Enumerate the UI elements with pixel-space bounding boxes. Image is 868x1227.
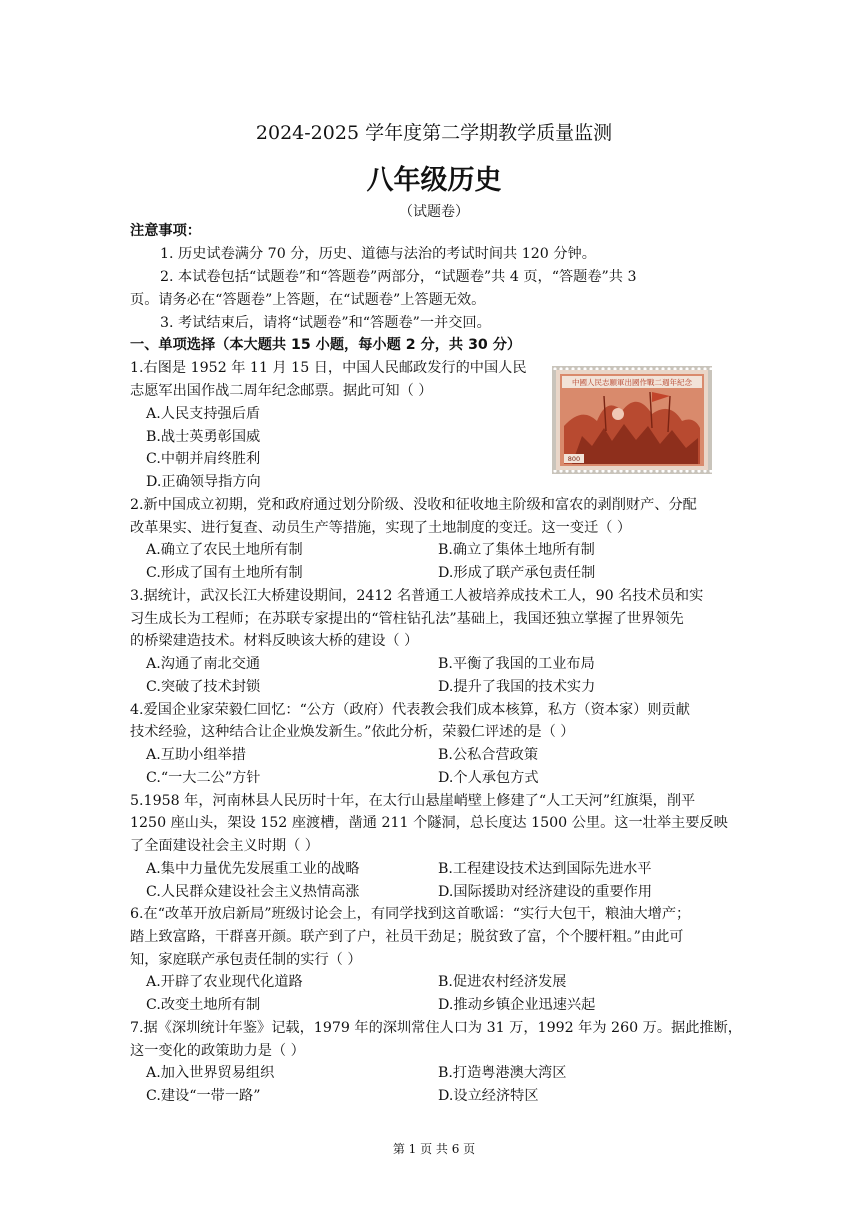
notes-heading: 注意事项： [130,223,201,239]
question-4-line: 4.爱国企业家荣毅仁回忆：“公方（政府）代表教会我们成本核算，私方（资本家）则贡献 [130,702,690,718]
stamp-caption: 中國人民志願軍出國作戰二週年紀念 [572,378,692,387]
question-1-option-a: A.人民支持强后盾 [146,406,261,422]
question-1-option-c: C.中朝并肩终胜利 [146,451,261,467]
question-5-line: 了全面建设社会主义时期（ ） [130,838,319,854]
question-2-option-b: B.确立了集体土地所有制 [438,542,595,558]
question-6-option-c: C.改变土地所有制 [146,997,261,1013]
question-7-option-c: C.建设“一带一路” [146,1088,261,1104]
question-2-line: 2.新中国成立初期，党和政府通过划分阶级、没收和征收地主阶级和富农的剥削财产、分配 [130,497,697,513]
question-6-line: 知，家庭联产承包责任制的实行（ ） [130,952,362,968]
exam-title: 2024-2025 学年度第二学期教学质量监测 [255,122,613,144]
question-5-line: 1250 座山头，架设 152 座渡槽，凿通 211 个隧洞，总长度达 1500 公里。这一壮举主要反映 [130,815,728,831]
question-5-option-a: A.集中力量优先发展重工业的战略 [146,861,360,877]
question-5-option-b: B.工程建设技术达到国际先进水平 [438,861,652,877]
note-item: 2. 本试卷包括“试题卷”和“答题卷”两部分，“试题卷”共 4 页，“答题卷”共 3 [160,269,637,285]
note-item: 3. 考试结束后，请将“试题卷”和“答题卷”一并交回。 [160,315,491,331]
question-2-option-d: D.形成了联产承包责任制 [438,565,596,581]
question-2-option-c: C.形成了国有土地所有制 [146,565,303,581]
paper-type: （试题卷） [399,204,469,220]
page-number: 第 1 页 共 6 页 [392,1142,476,1156]
question-4-option-c: C.“一大二公”方针 [146,770,261,786]
question-7-option-d: D.设立经济特区 [438,1088,539,1104]
question-1-line: 志愿军出国作战二周年纪念邮票。据此可知（ ） [130,383,433,399]
note-item: 页。请务必在“答题卷”上答题，在“试题卷”上答题无效。 [130,292,486,308]
question-7-line: 7.据《深圳统计年鉴》记载，1979 年的深圳常住人口为 31 万，1992 年为 260 万。据此推断， [130,1020,742,1036]
question-3-line: 的桥梁建造技术。材料反映该大桥的建设（ ） [130,633,419,649]
question-5-option-c: C.人民群众建设社会主义热情高涨 [146,884,360,900]
question-7-line: 这一变化的政策助力是（ ） [130,1043,305,1059]
question-6-line: 踏上致富路，干群喜开颜。联产到了户，社员干劲足；脱贫致了富，个个腰杆粗。”由此可 [130,929,684,945]
question-6-line: 6.在“改革开放启新局”班级讨论会上，有同学找到这首歌谣：“实行大包干，粮油大增产； [130,906,691,922]
note-item: 1. 历史试卷满分 70 分，历史、道德与法治的考试时间共 120 分钟。 [160,246,596,262]
question-1-line: 1.右图是 1952 年 11 月 15 日，中国人民邮政发行的中国人民 [130,360,527,376]
question-5-line: 5.1958 年，河南林县人民历时十年，在太行山悬崖峭壁上修建了“人工天河”红旗渠，削平 [130,793,696,809]
question-6-option-a: A.开辟了农业现代化道路 [146,974,303,990]
subject-title: 八年级历史 [366,165,502,196]
question-6-option-b: B.促进农村经济发展 [438,974,567,990]
question-3-line: 习生成长为工程师；在苏联专家提出的“管柱钻孔法”基础上，我国还独立掌握了世界领先 [130,611,684,627]
question-4-option-b: B.公私合营政策 [438,747,539,763]
section-heading: 一、单项选择（本大题共 15 小题，每小题 2 分，共 30 分） [130,337,522,353]
question-3-option-c: C.突破了技术封锁 [146,679,261,695]
question-4-option-d: D.个人承包方式 [438,770,539,786]
question-4-line: 技术经验，这种结合让企业焕发新生。”依此分析，荣毅仁评述的是（ ） [130,724,575,740]
question-5-option-d: D.国际援助对经济建设的重要作用 [438,884,653,900]
question-3-line: 3.据统计，武汉长江大桥建设期间，2412 名普通工人被培养成技术工人，90 名技术员和实 [130,588,704,604]
question-2-line: 改革果实、进行复查、动员生产等措施，实现了土地制度的变迁。这一变迁（ ） [130,520,632,536]
question-3-option-b: B.平衡了我国的工业布局 [438,656,595,672]
question-7-option-b: B.打造粤港澳大湾区 [438,1065,567,1081]
question-1-option-b: B.战士英勇彰国威 [146,429,261,445]
question-2-option-a: A.确立了农民土地所有制 [146,542,303,558]
question-1-option-d: D.正确领导指方向 [146,474,261,490]
question-3-option-a: A.沟通了南北交通 [146,656,261,672]
question-6-option-d: D.推动乡镇企业迅速兴起 [438,997,596,1013]
question-4-option-a: A.互助小组举措 [146,747,246,763]
question-7-option-a: A.加入世界贸易组织 [146,1065,275,1081]
stamp-value: 800 [567,455,581,463]
commemorative-stamp-image [552,366,712,474]
question-3-option-d: D.提升了我国的技术实力 [438,679,596,695]
